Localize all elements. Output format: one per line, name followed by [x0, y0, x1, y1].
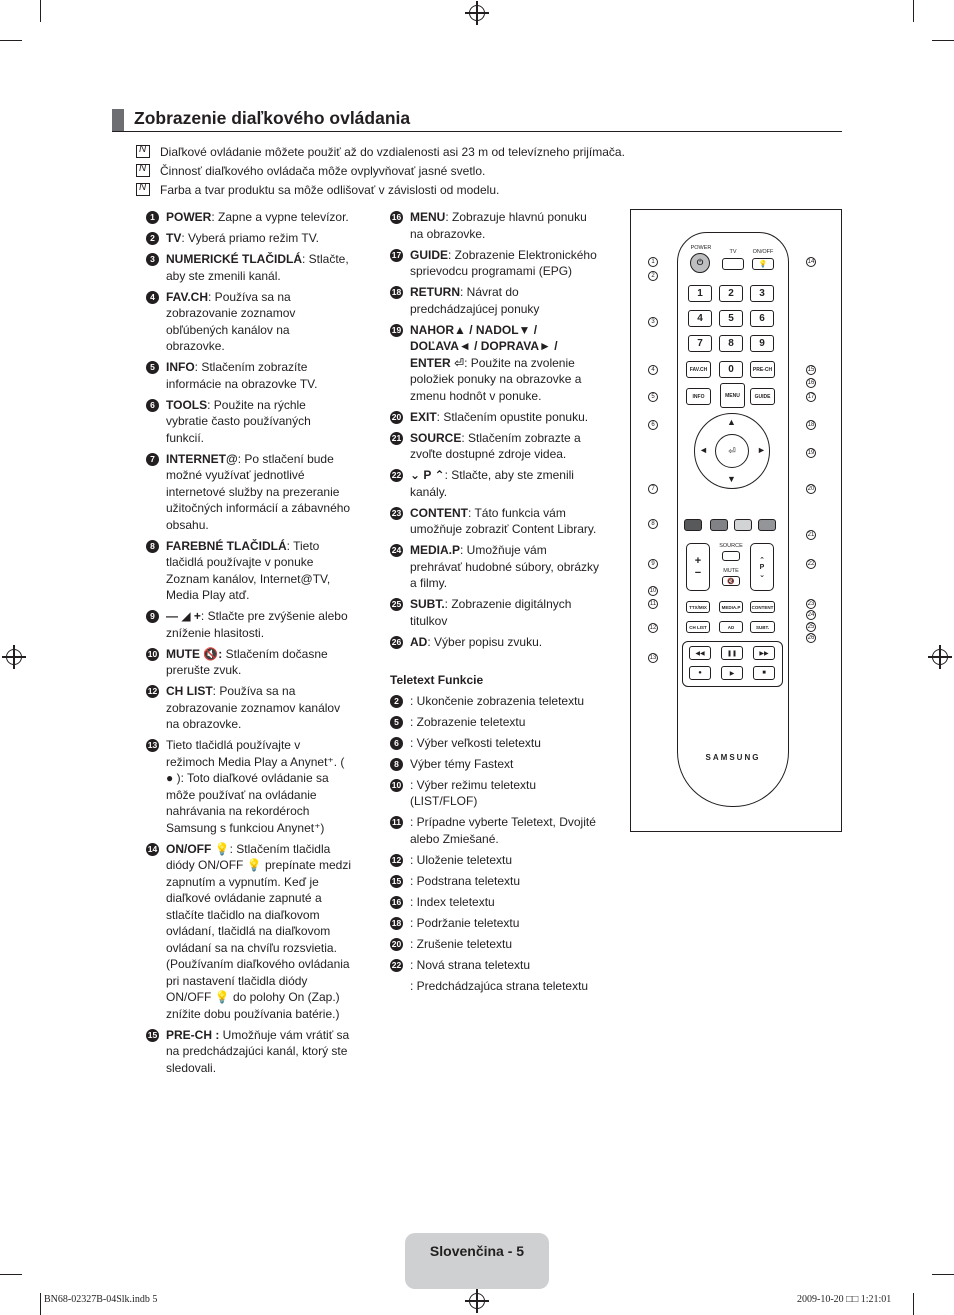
ttx-mix-button[interactable]: TTX/MIX [686, 601, 710, 613]
item-key: TOOLS [166, 397, 208, 412]
item-number-badge: 21 [391, 432, 402, 443]
rewind-icon[interactable]: ◀◀ [689, 646, 711, 660]
item-number-badge: 10 [391, 779, 402, 790]
item-key: MUTE 🔇: [166, 646, 223, 661]
crop-mark [913, 1293, 914, 1315]
registration-mark-icon [469, 1293, 485, 1309]
list-item [390, 409, 600, 426]
item-text: : Táto funkcia vám umožňuje zobraziť Content Library. [410, 505, 597, 536]
callout-number: 4 [648, 365, 658, 375]
item-text: : Výber veľkosti teletextu [410, 735, 541, 750]
color-button-green[interactable] [710, 519, 728, 531]
note-icon [136, 145, 150, 158]
crop-mark [0, 1274, 22, 1275]
stop-icon[interactable]: ■ [753, 666, 775, 680]
digit-button[interactable]: 8 [719, 335, 743, 352]
item-text: : Stlačením opustite ponuku. [436, 409, 589, 424]
list-item [146, 841, 351, 1023]
digit-button[interactable]: 2 [719, 285, 743, 302]
item-number-badge: 12 [147, 686, 158, 696]
crop-mark [40, 0, 41, 22]
item-text: : Tieto tlačidlá používajte v ponuke Zoznam kanálov, Internet@TV, Media Play atď. [166, 538, 331, 602]
list-item [146, 683, 351, 733]
item-text: : Podržanie teletextu [410, 915, 520, 930]
item-number-badge: 16 [391, 896, 402, 907]
item-number-badge: 4 [146, 291, 159, 304]
item-number-badge: 15 [391, 875, 402, 886]
item-number-badge: 11 [392, 817, 401, 827]
pause-icon[interactable]: ❚❚ [721, 646, 743, 660]
item-text: : Zobrazenie teletextu [410, 714, 526, 729]
list-item [390, 247, 600, 280]
callout-number: 25 [807, 624, 815, 630]
title-rule [112, 131, 842, 132]
item-number-badge: 8 [146, 540, 159, 553]
list-item [146, 1027, 351, 1077]
item-key: MENU [410, 210, 446, 224]
list-item [390, 467, 600, 500]
item-number-badge: 6 [390, 737, 403, 750]
list-item [390, 852, 600, 869]
note-icon [136, 183, 150, 196]
digit-button[interactable]: 7 [688, 335, 712, 352]
volume-rocker[interactable]: + − [686, 543, 710, 591]
item-key: RETURN [410, 285, 460, 299]
item-number-badge: 12 [391, 854, 402, 865]
note: NFarba a tvar produktu sa môže odlišovať v závislosti od modelu. [136, 183, 499, 197]
list-item [390, 735, 600, 752]
callout-number: 6 [648, 420, 658, 430]
item-number-badge: 2 [146, 232, 159, 245]
list-item [390, 596, 600, 629]
light-icon[interactable]: 💡 [752, 258, 774, 270]
list-item [390, 814, 600, 847]
print-date: 2009-10-20 □□ 1:21:01 [797, 1294, 892, 1305]
file-info: BN68-02327B-04Slk.indb 5 [44, 1294, 158, 1305]
tv-button[interactable] [722, 258, 744, 270]
callout-number: 15 [807, 367, 815, 373]
item-number-badge: 20 [391, 411, 402, 422]
source-button[interactable] [722, 551, 740, 561]
callout-number: 26 [807, 635, 815, 641]
item-number-badge: 20 [391, 938, 402, 949]
item-key: INFO [166, 360, 195, 374]
arrow-right-icon[interactable]: ► [757, 445, 766, 455]
item-key: FAV.CH [166, 289, 209, 304]
title-bar [112, 109, 124, 131]
arrow-left-icon[interactable]: ◄ [699, 445, 708, 455]
mute-icon[interactable]: 🔇 [722, 576, 740, 586]
item-number-badge: 24 [391, 545, 402, 555]
item-number-badge: 5 [146, 361, 159, 374]
callout-number: 12 [649, 625, 657, 631]
list-item [390, 542, 600, 592]
item-text: : Použite na rýchle vybratie často používaných funkcií. [166, 397, 311, 445]
callout-number: 24 [807, 612, 815, 618]
info-button[interactable]: INFO [686, 388, 711, 405]
item-key: GUIDE [410, 247, 449, 262]
list-item [390, 209, 600, 242]
list-item [390, 978, 600, 995]
item-key: MEDIA.P [410, 543, 461, 557]
note: NDiaľkové ovládanie môžete použiť až do vzdialenosti asi 23 m od televízneho prijímača. [136, 145, 625, 159]
item-text: : Uloženie teletextu [410, 852, 513, 867]
digit-button[interactable]: 3 [750, 285, 774, 302]
item-number-badge: 8 [390, 758, 403, 771]
subt-button[interactable]: SUBT. [750, 621, 775, 633]
item-number-badge: 22 [391, 959, 402, 970]
list-item [146, 646, 351, 679]
item-text: : Prípadne vyberte Teletext, Dvojité alebo Zmiešané. [410, 815, 596, 846]
registration-mark-icon [469, 5, 485, 21]
fast-forward-icon[interactable]: ▶▶ [753, 646, 775, 660]
item-number-badge: 23 [391, 507, 402, 518]
list-item [146, 608, 351, 641]
callout-number: 9 [648, 559, 658, 569]
item-text: : Stlačte, aby ste zmenili kanál. [166, 252, 349, 283]
callout-number: 2 [648, 271, 658, 281]
item-text: : Zrušenie teletextu [410, 936, 513, 951]
right-column [390, 209, 600, 999]
item-number-badge: 14 [147, 843, 158, 854]
list-item [390, 894, 600, 911]
crop-mark [40, 1293, 41, 1315]
callout-number: 18 [807, 422, 815, 428]
item-text: Tieto tlačidlá používajte v režimoch Media Play a Anynet⁺. ( ● ): Toto diaľkové ovládanie sa môže používať na ovládanie nahrávania na rekordéroch Samsung s funkciou Anynet⁺) [166, 738, 345, 835]
callout-number: 16 [807, 380, 815, 386]
list-item [390, 714, 600, 731]
item-text: : Ukončenie zobrazenia teletextu [410, 693, 585, 708]
callout-number: 11 [649, 601, 657, 607]
item-key: ON/OFF [166, 841, 212, 856]
list-item [146, 538, 351, 604]
list-item [390, 322, 600, 405]
item-number-badge: 7 [146, 453, 159, 466]
digit-button[interactable]: 6 [750, 310, 774, 327]
power-label: POWER [690, 245, 712, 251]
digit-button[interactable]: 5 [719, 310, 743, 327]
play-icon[interactable]: ▶ [721, 666, 743, 680]
brand-logo: SAMSUNG [705, 753, 761, 762]
item-key: FAREBNÉ TLAČIDLÁ [166, 538, 287, 553]
color-button-blue[interactable] [758, 519, 776, 531]
list-item [390, 284, 600, 317]
list-item [146, 397, 351, 447]
item-number-badge: 6 [146, 399, 159, 412]
registration-mark-icon [932, 649, 948, 665]
item-key: CH LIST [166, 684, 213, 698]
item-number-badge: 25 [391, 599, 402, 609]
item-text: Umožňuje vám vrátiť sa na predchádzajúci kanál, ktorý ste sledovali. [166, 1027, 350, 1075]
list-item [390, 936, 600, 953]
item-key: AD [410, 634, 428, 649]
callout-number: 17 [807, 394, 815, 400]
callout-number: 21 [807, 532, 815, 538]
item-text: : Index teletextu [410, 894, 495, 909]
digit-button[interactable]: 0 [719, 361, 743, 378]
digit-button[interactable]: 9 [750, 335, 774, 352]
item-number-badge: 5 [390, 716, 403, 729]
item-text: : Výber režimu teletextu (LIST/FLOF) [410, 777, 537, 808]
note: NČinnosť diaľkového ovládača môže ovplyvňovať jasné svetlo. [136, 164, 485, 178]
channel-rocker[interactable]: ⌃ P ⌄ [750, 543, 774, 591]
callout-number: 10 [649, 588, 657, 594]
item-text: : Zobrazenie Elektronického sprievodcu programami (EPG) [410, 247, 597, 278]
item-text: : Používa sa na zobrazovanie zoznamov obľúbených kanálov na obrazovke. [166, 289, 296, 353]
item-text: : Zobrazenie digitálnych titulkov [410, 597, 572, 628]
item-text: : Nová strana teletextu [410, 957, 531, 972]
item-key: SOURCE [410, 430, 462, 445]
item-key: PRE-CH : [166, 1027, 220, 1042]
teletext-heading: Teletext Funkcie [390, 673, 484, 687]
callout-number: 20 [807, 486, 815, 492]
item-text: : Stlačením zobrazíte informácie na obrazovke TV. [166, 360, 318, 391]
page-number-tab: Slovenčina - 5 [405, 1233, 549, 1289]
item-key: ⌄ P ⌃ [410, 468, 445, 482]
callout-number: 5 [648, 392, 658, 402]
item-text: 💡: Stlačením tlačidla diódy ON/OFF 💡 prepínate medzi zapnutím a vypnutím. Keď je diaľkové ovládanie zapnuté a stlačíte tlačidlo na diaľkovom ovládaní, tlačidlá na diaľkovom ovládaní sa na chvíľu rozsvietia. (Používaním diaľkového ovládania pri nastavení tlačidla diódy ON/OFF 💡 do polohy On (Zap.) znížite dobu používania batérie.) [166, 841, 352, 1021]
item-number-badge: 18 [391, 287, 402, 297]
pre-ch-button[interactable]: PRE-CH [750, 361, 775, 378]
digit-button[interactable]: 1 [688, 285, 712, 302]
callout-number: 7 [648, 484, 658, 494]
guide-button[interactable]: GUIDE [750, 388, 775, 405]
registration-mark-icon [6, 649, 22, 665]
item-number-badge: 2 [390, 695, 403, 708]
callout-number: 13 [649, 655, 657, 661]
list-item [146, 209, 351, 226]
tv-label: TV [729, 249, 737, 255]
callout-number: 23 [807, 601, 815, 607]
crop-mark [932, 40, 954, 41]
source-label: SOURCE [719, 543, 743, 549]
crop-mark [932, 1274, 954, 1275]
list-item [146, 251, 351, 284]
list-item [146, 230, 351, 247]
mute-label: MUTE [723, 568, 739, 574]
item-text: : Stlačte, aby ste zmenili kanály. [410, 468, 574, 499]
item-key: POWER [166, 210, 212, 224]
item-text: : Stlačením zobrazte a zvoľte dostupné zdroje videa. [410, 430, 581, 461]
item-text: : Použite na zvolenie položiek ponuky na obrazovke a zmenu hodnôt v ponuke. [410, 355, 582, 403]
callout-number: 1 [648, 257, 658, 267]
item-number-badge: 13 [147, 740, 158, 750]
item-text: : Umožňuje vám prehrávať hudobné súbory, obrázky a filmy. [410, 543, 600, 590]
item-text: : Návrat do predchádzajúcej ponuky [410, 285, 540, 316]
list-item [146, 289, 351, 355]
list-item [390, 505, 600, 538]
arrow-up-icon[interactable]: ▲ [727, 417, 736, 427]
item-text: : Po stlačení bude možné využívať jednotlivé internetové služby na prezeranie užitočných informácií a zábavného obsahu. [166, 451, 351, 532]
arrow-down-icon[interactable]: ▼ [727, 474, 736, 484]
fav-ch-button[interactable]: FAV.CH [686, 361, 711, 378]
list-item [390, 915, 600, 932]
item-number-badge: 17 [391, 249, 402, 260]
item-text: : Používa sa na zobrazovanie zoznamov kanálov na obrazovke. [166, 684, 341, 731]
crop-mark [913, 0, 914, 22]
onoff-label: ON/OFF [752, 249, 774, 255]
callout-number: 14 [807, 259, 815, 265]
navigation-ring[interactable] [694, 413, 770, 489]
item-key: EXIT [410, 409, 437, 424]
item-key: CONTENT [410, 505, 468, 520]
item-number-badge: 19 [391, 324, 402, 335]
item-number-badge: 18 [391, 917, 402, 928]
remote-body [677, 232, 789, 807]
item-key: — ◢ + [166, 609, 201, 623]
item-text: : Zobrazuje hlavnú ponuku na obrazovke. [410, 210, 587, 241]
note-icon [136, 164, 150, 177]
item-text: : Predchádzajúca strana teletextu [410, 978, 589, 993]
page-title: Zobrazenie diaľkového ovládania [134, 108, 411, 128]
item-text: : Vyberá priamo režim TV. [181, 231, 319, 245]
ad-button[interactable]: AD [719, 621, 743, 633]
item-key: NAHOR▲ / NADOL▼ / DOĽAVA◄ / DOPRAVA► / ENTER ⏎ [410, 322, 558, 370]
item-text: : Výber popisu zvuku. [427, 634, 543, 649]
crop-mark [0, 40, 22, 41]
callout-number: 3 [648, 317, 658, 327]
color-button-red[interactable] [684, 519, 702, 531]
list-item [146, 359, 351, 392]
content-button[interactable]: CONTENT [750, 601, 775, 613]
list-item [390, 430, 600, 463]
item-key: INTERNET@ [166, 451, 238, 466]
item-number-badge: 3 [146, 253, 159, 266]
record-icon[interactable]: ● [689, 666, 711, 680]
item-key: TV [166, 231, 182, 245]
item-key: SUBT. [410, 597, 445, 611]
item-text: : Podstrana teletextu [410, 873, 521, 888]
list-item [390, 957, 600, 974]
enter-icon[interactable]: ⏎ [715, 434, 749, 468]
item-text: Výber témy Fastext [410, 756, 514, 771]
power-icon[interactable]: ⏻ [690, 253, 710, 273]
list-item [390, 634, 600, 651]
callout-number: 19 [807, 450, 815, 456]
list-item [146, 737, 351, 836]
media-controls [682, 641, 783, 687]
item-number-badge: 26 [391, 636, 402, 647]
item-key: NUMERICKÉ TLAČIDLÁ [166, 252, 302, 266]
callout-number: 8 [648, 519, 658, 529]
left-column [146, 209, 351, 1081]
item-number-badge: 15 [147, 1029, 158, 1040]
callout-number: 22 [807, 561, 815, 567]
list-item [390, 693, 600, 710]
color-button-yellow[interactable] [734, 519, 752, 531]
list-item [390, 777, 600, 810]
item-number-badge: 22 [391, 470, 402, 480]
ch-list-button[interactable]: CH LIST [686, 621, 710, 633]
list-item [390, 873, 600, 890]
menu-button[interactable]: MENU [720, 383, 745, 408]
item-text: : Stlačte pre zvýšenie alebo zníženie hlasitosti. [166, 609, 348, 640]
list-item [390, 756, 600, 773]
digit-button[interactable]: 4 [688, 310, 712, 327]
item-number-badge: 10 [147, 648, 158, 659]
media-p-button[interactable]: MEDIA.P [719, 601, 743, 613]
item-text: Stlačením dočasne prerušte zvuk. [166, 646, 328, 677]
item-text: : Zapne a vypne televízor. [211, 210, 349, 224]
item-number-badge: 1 [146, 211, 159, 224]
list-item [146, 451, 351, 534]
item-number-badge: 16 [391, 212, 402, 222]
item-number-badge: 9 [146, 610, 159, 623]
